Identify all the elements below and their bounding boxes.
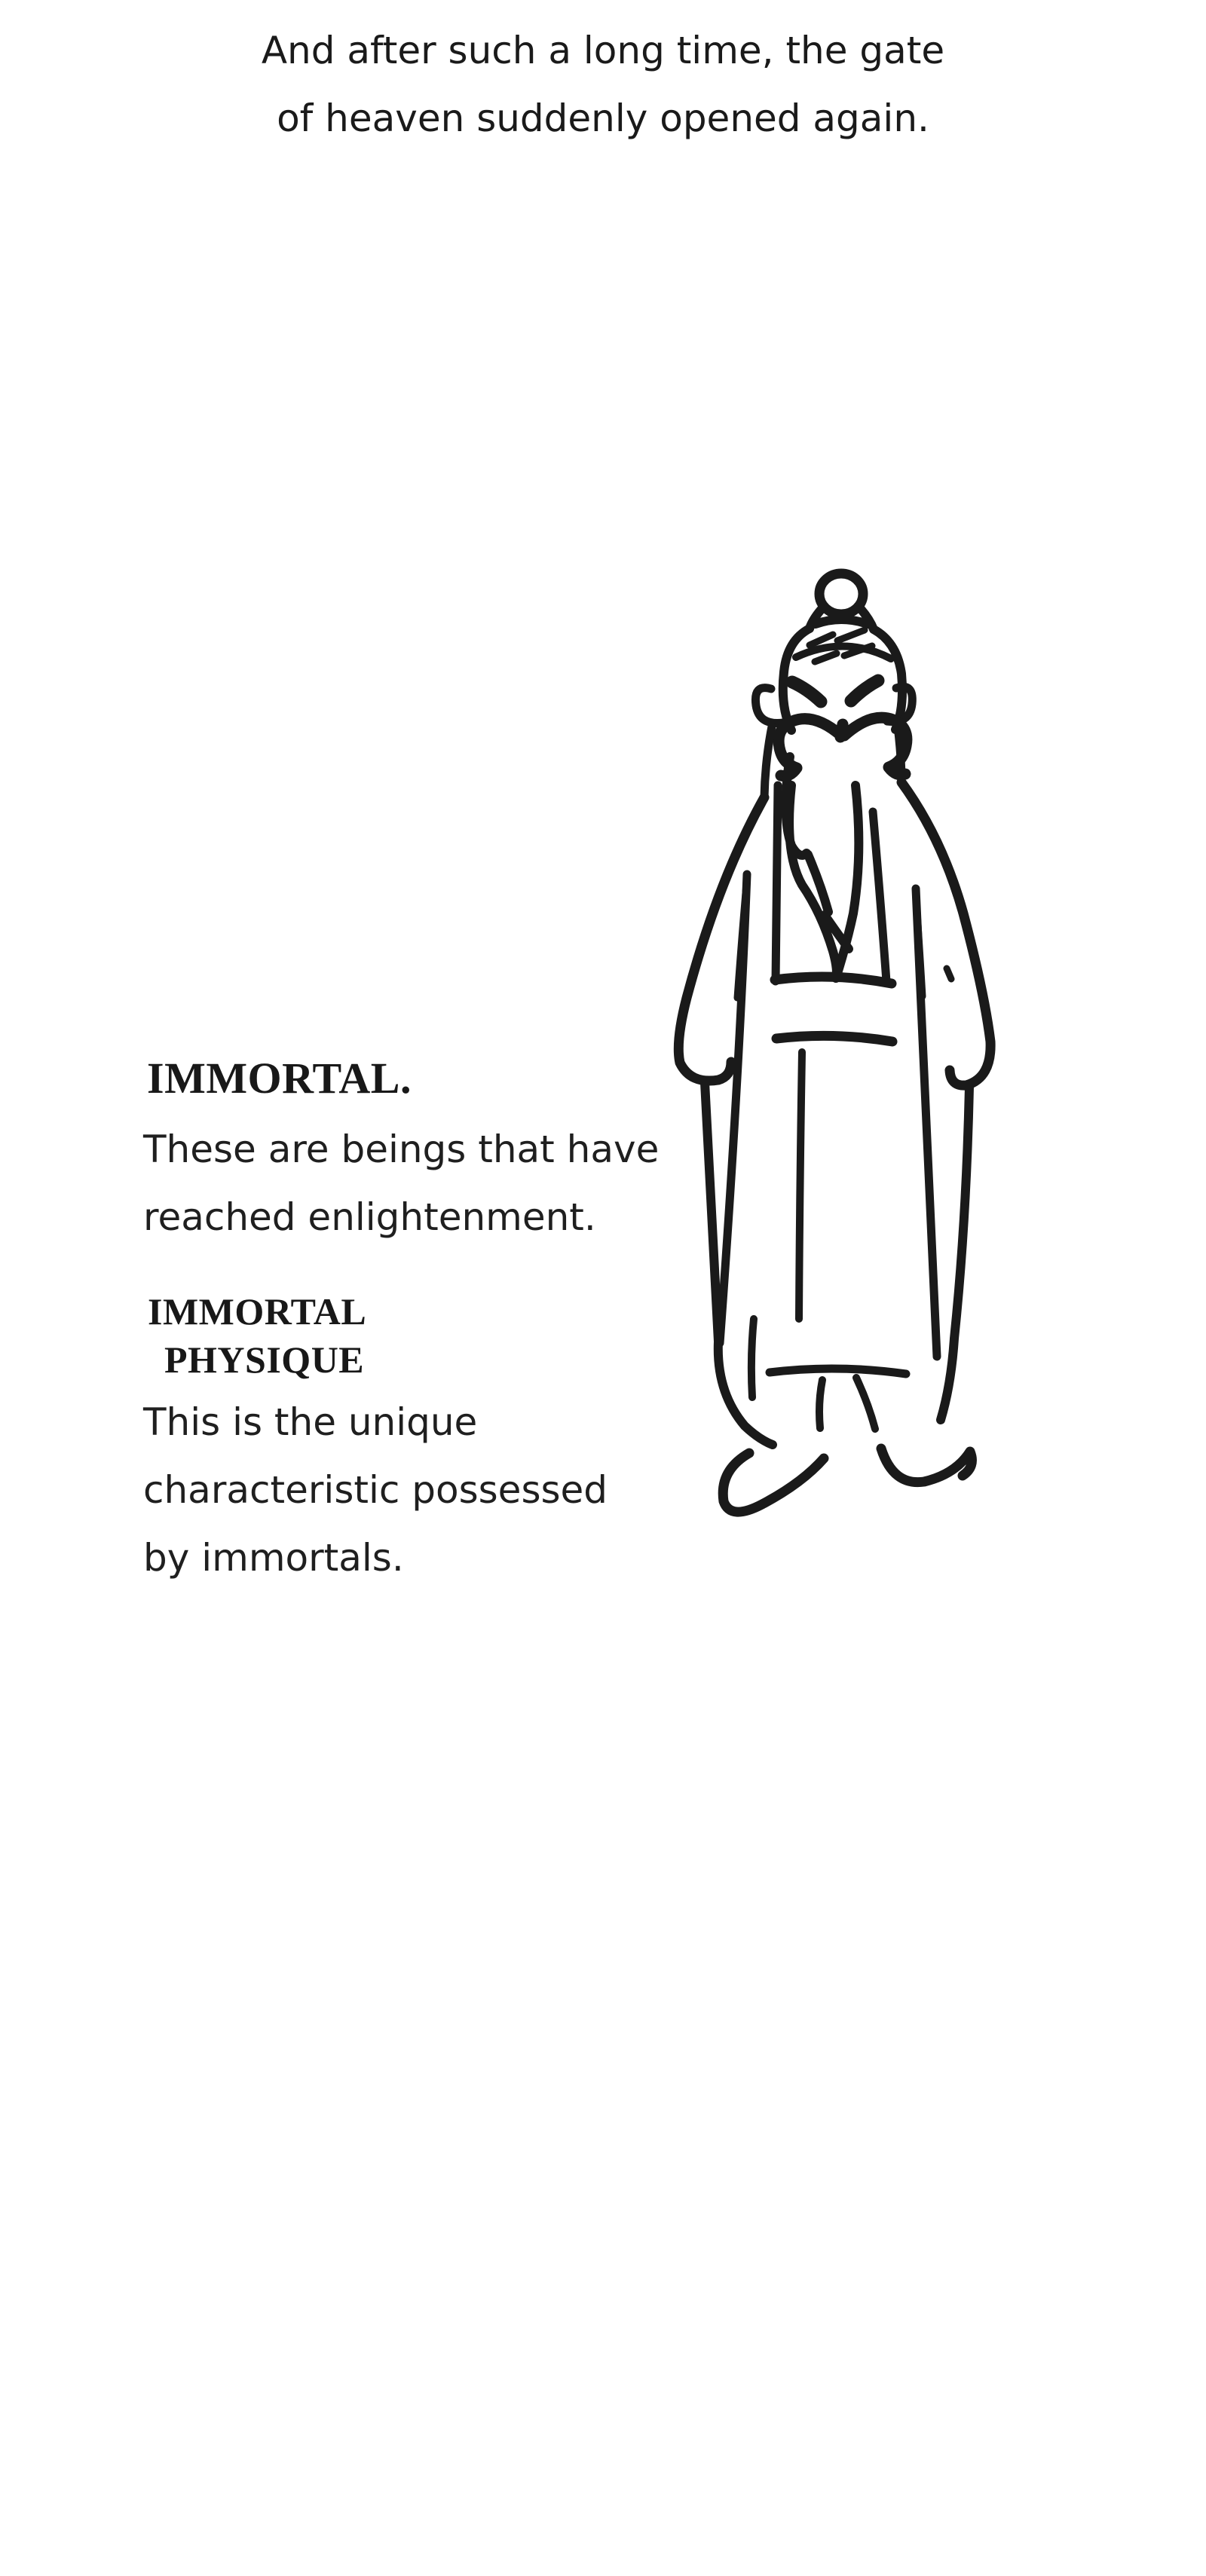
left-shoulder-sleeve (678, 797, 764, 1081)
term-physique-line-1: IMMORTAL (148, 1290, 367, 1332)
right-shoe (881, 1449, 972, 1482)
left-shoe (723, 1453, 824, 1512)
right-eye (851, 681, 878, 701)
left-skirt-edge (705, 1082, 773, 1445)
narration-line-1: And after such a long time, the gate (261, 29, 945, 72)
narration-line-2: of heaven suddenly opened again. (277, 96, 929, 140)
def-physique-line-1: This is the unique (143, 1400, 478, 1444)
term-physique-line-2: PHYSIQUE (164, 1338, 365, 1381)
skirt-center-line (799, 1052, 802, 1319)
def-immortal-line-2: reached enlightenment. (143, 1195, 596, 1239)
glossary-def-immortal (143, 1115, 659, 1251)
glossary-term-immortal-physique (148, 1287, 366, 1384)
def-immortal-line-1: These are beings that have (143, 1127, 660, 1171)
narration-text (0, 17, 1206, 152)
sash (775, 977, 892, 1042)
hem (770, 1369, 906, 1374)
def-physique-line-3: by immortals. (143, 1536, 404, 1580)
right-skirt-edge (941, 1087, 969, 1420)
beard (785, 757, 859, 978)
glossary-term-immortal: IMMORTAL. (147, 1054, 412, 1103)
def-physique-line-2: characteristic possessed (143, 1468, 608, 1512)
left-eye (792, 682, 821, 702)
mustache (779, 717, 907, 776)
immortal-character-drawing (647, 559, 1069, 1547)
right-lapel (873, 812, 937, 1357)
glossary-def-immortal-physique (143, 1388, 608, 1592)
